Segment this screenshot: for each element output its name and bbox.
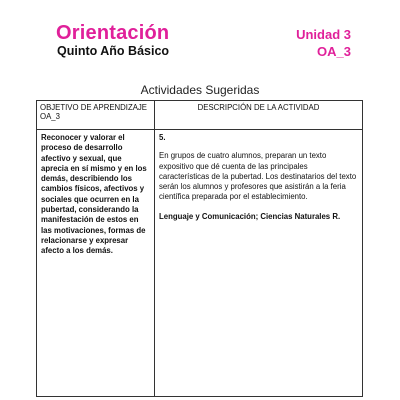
activities-table xyxy=(36,100,363,397)
activity-text: En grupos de cuatro alumnos, preparan un texto expositivo que dé cuenta de las principales características de la pubertad. Los destinatarios del texto serán los alumnos y profesores que asistirán a la feria científica preparada por el establecimiento. xyxy=(159,151,357,202)
table-row xyxy=(37,130,363,397)
section-title: Actividades Sugeridas xyxy=(140,83,260,97)
oa-label: OA_3 xyxy=(317,44,351,59)
page-title: Orientación xyxy=(56,22,170,44)
objective-cell: Reconocer y valorar el proceso de desarrollo afectivo y sexual, que aprecia en sí mismo y en los demás, describiendo los cambios físicos, afectivos y sociales que ocurren en la pubertad, considerando la manifestación de estos en las motivaciones, formas de relacionarse y expresar afecto a los demás. xyxy=(37,130,155,397)
table-header-row xyxy=(37,101,363,130)
unit-label: Unidad 3 xyxy=(296,27,351,42)
grade-label: Quinto Año Básico xyxy=(57,44,170,58)
objective-header: OBJETIVO DE APRENDIZAJE OA_3 xyxy=(37,101,155,130)
description-header: DESCRIPCIÓN DE LA ACTIVIDAD xyxy=(155,101,363,130)
activity-subjects: Lenguaje y Comunicación; Ciencias Naturales R. xyxy=(159,211,341,221)
activity-number: 5. xyxy=(159,133,166,142)
activity-cell xyxy=(155,130,363,397)
